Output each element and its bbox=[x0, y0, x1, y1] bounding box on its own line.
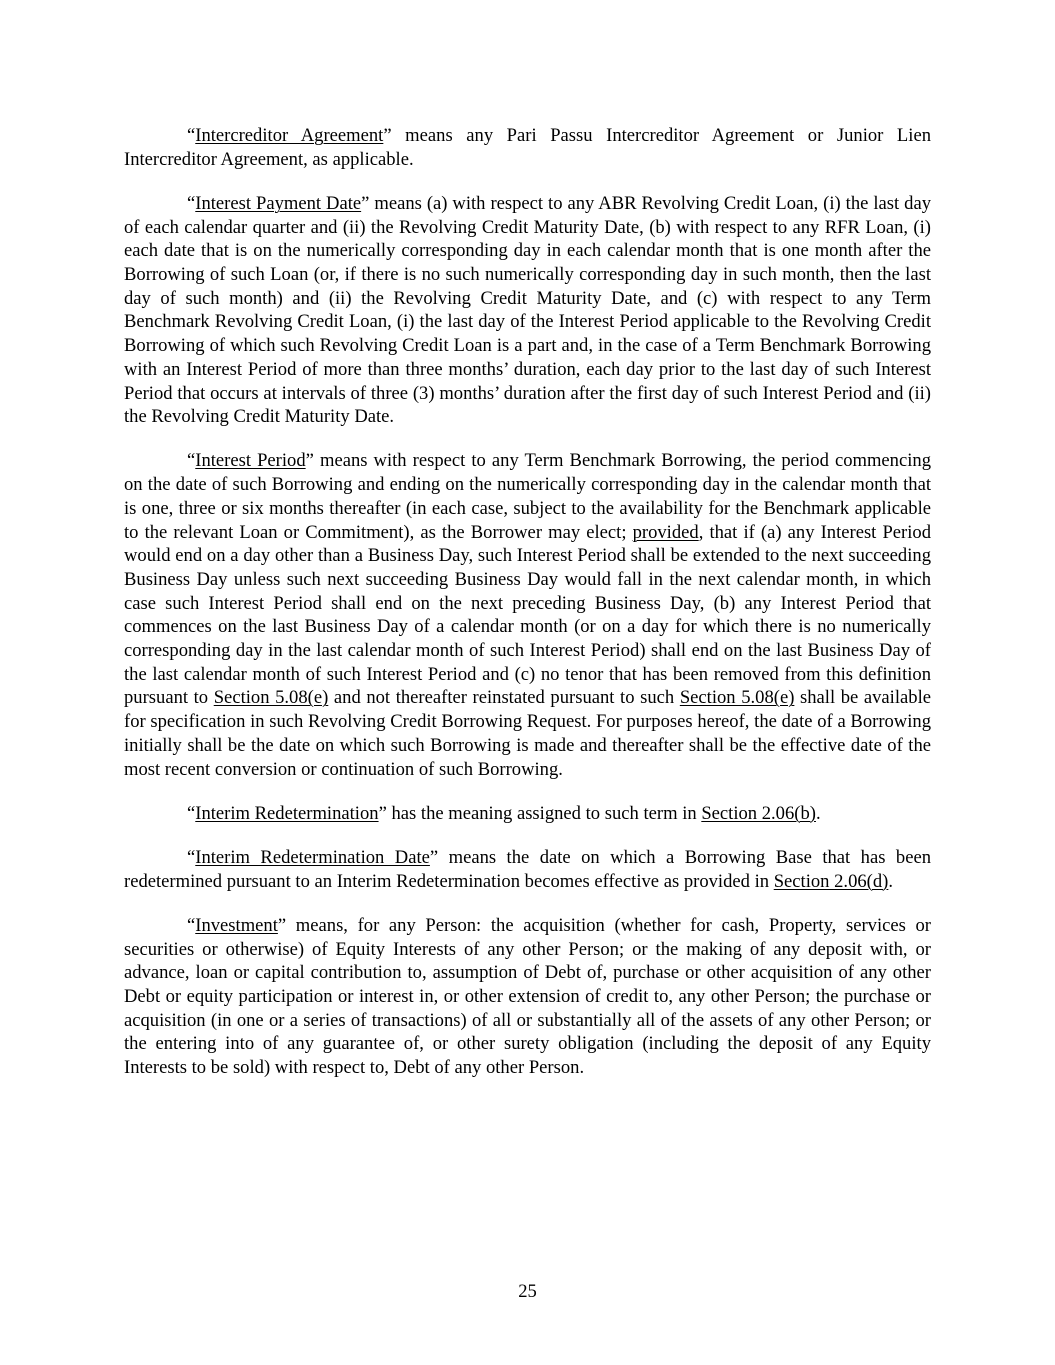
definition-interest-period bbox=[124, 449, 931, 781]
definition-interim-redetermination bbox=[124, 802, 931, 826]
definition-text: means (a) with respect to any ABR Revolving Credit Loan, (i) the last day of each calendar quarter and (ii) the Revolving Credit Maturity Date, (b) with respect to any RFR Loan, (i) each date that is on the numerically corresponding day in each calendar month that is one month after the Borrowing of such Loan (or, if there is no such numerically corresponding day in such month, then the last day of such month) and (ii) the Revolving Credit Maturity Date, and (c) with respect to any Term Benchmark Revolving Credit Loan, (i) the last day of the Interest Period applicable to the Revolving Credit Borrowing of which such Revolving Credit Loan is a part and, in the case of a Term Benchmark Borrowing with an Interest Period of more than three months’ duration, each day prior to the last day of such Interest Period that occurs at intervals of three (3) months’ duration after the first day of such Interest Period and (ii) the Revolving Credit Maturity Date. bbox=[124, 192, 931, 428]
definition-interim-redetermination-date bbox=[124, 846, 931, 893]
defined-term: Interim Redetermination bbox=[195, 802, 379, 824]
definition-investment bbox=[124, 914, 931, 1080]
open-quote: “ bbox=[187, 846, 196, 868]
defined-term: Intercreditor Agreement bbox=[195, 125, 384, 146]
defined-term: Investment bbox=[195, 914, 278, 936]
definition-text: . bbox=[815, 802, 821, 824]
defined-term: Interest Period bbox=[195, 450, 306, 472]
close-quote: ” bbox=[383, 125, 392, 146]
page-number: 25 bbox=[518, 1281, 537, 1302]
close-quote: ” bbox=[277, 914, 287, 936]
open-quote: “ bbox=[187, 125, 196, 146]
definitions-section bbox=[124, 124, 931, 1100]
open-quote: “ bbox=[187, 802, 196, 824]
definition-text: and not thereafter reinstated pursuant to such bbox=[328, 687, 680, 709]
definition-text: shall be available for specification in such Revolving Credit Borrowing Request. For purposes hereof, the date of a Borrowing initially shall be the date on which such Borrowing is made and thereafter shall be the effective date of the most recent conversion or continuation of such Borrowing. bbox=[124, 687, 931, 780]
definition-text: has the meaning assigned to such term in bbox=[386, 802, 702, 824]
definition-text: . bbox=[888, 870, 893, 892]
definition-intercreditor-agreement bbox=[124, 124, 931, 171]
open-quote: “ bbox=[187, 192, 196, 214]
close-quote: ” bbox=[378, 802, 387, 824]
section-reference: Section 2.06(d) bbox=[773, 870, 889, 892]
provided-term: provided bbox=[632, 521, 699, 543]
definition-text: means, for any Person: the acquisition (whether for cash, Property, services or securities or otherwise) of Equity Interests of any other Person; or the making of any deposit with, or advance, loan or capital contribution to, assumption of Debt of, purchase or other acquisition of any other Debt or equity participation or interest in, or other extension of credit to, any other Person; the purchase or acquisition (in one or a series of transactions) of all or substantially all of the assets of any other Person; or the entering into of any guarantee of, or other surety obligation (including the deposit of any Equity Interests to be sold) with respect to, Debt of any other Person. bbox=[124, 914, 931, 1079]
close-quote: ” bbox=[429, 846, 439, 868]
definition-interest-payment-date bbox=[124, 192, 931, 429]
section-reference: Section 5.08(e) bbox=[213, 687, 329, 709]
close-quote: ” bbox=[361, 192, 370, 214]
defined-term: Interest Payment Date bbox=[195, 192, 362, 214]
open-quote: “ bbox=[187, 914, 196, 936]
definition-text: means with respect to any Term Benchmark Borrowing, the period commencing on the date of such Borrowing and ending on the numerically corresponding day in the calendar month that is one, three or six months thereafter (in each case, subject to the availability for the Benchmark applicable to the relevant Loan or Commitment), as the Borrower may elect; bbox=[124, 450, 931, 543]
definition-text: , that if (a) any Interest Period would end on a day other than a Business Day, such Interest Period shall be extended to the next succeeding Business Day unless such next succeeding Business Day would fall in the next calendar month, in which case such Interest Period shall end on the next preceding Business Day, (b) any Interest Period that commences on the last Business Day of a calendar month (or on a day for which there is no numerically corresponding day in the last calendar month of such Interest Period) shall end on the last Business Day of the last calendar month of such Interest Period and (c) no tenor that has been removed from this definition pursuant to bbox=[124, 521, 931, 709]
section-reference: Section 5.08(e) bbox=[679, 687, 795, 709]
open-quote: “ bbox=[187, 450, 196, 472]
section-reference: Section 2.06(b) bbox=[701, 802, 816, 824]
close-quote: ” bbox=[305, 450, 314, 472]
definition-text: means any Pari Passu Intercreditor Agreement or Junior Lien Intercreditor Agreement, as applicable. bbox=[124, 125, 931, 170]
defined-term: Interim Redetermination Date bbox=[195, 846, 430, 868]
definition-text: means the date on which a Borrowing Base that has been redetermined pursuant to an Interim Redetermination becomes effective as provided in bbox=[124, 846, 931, 892]
